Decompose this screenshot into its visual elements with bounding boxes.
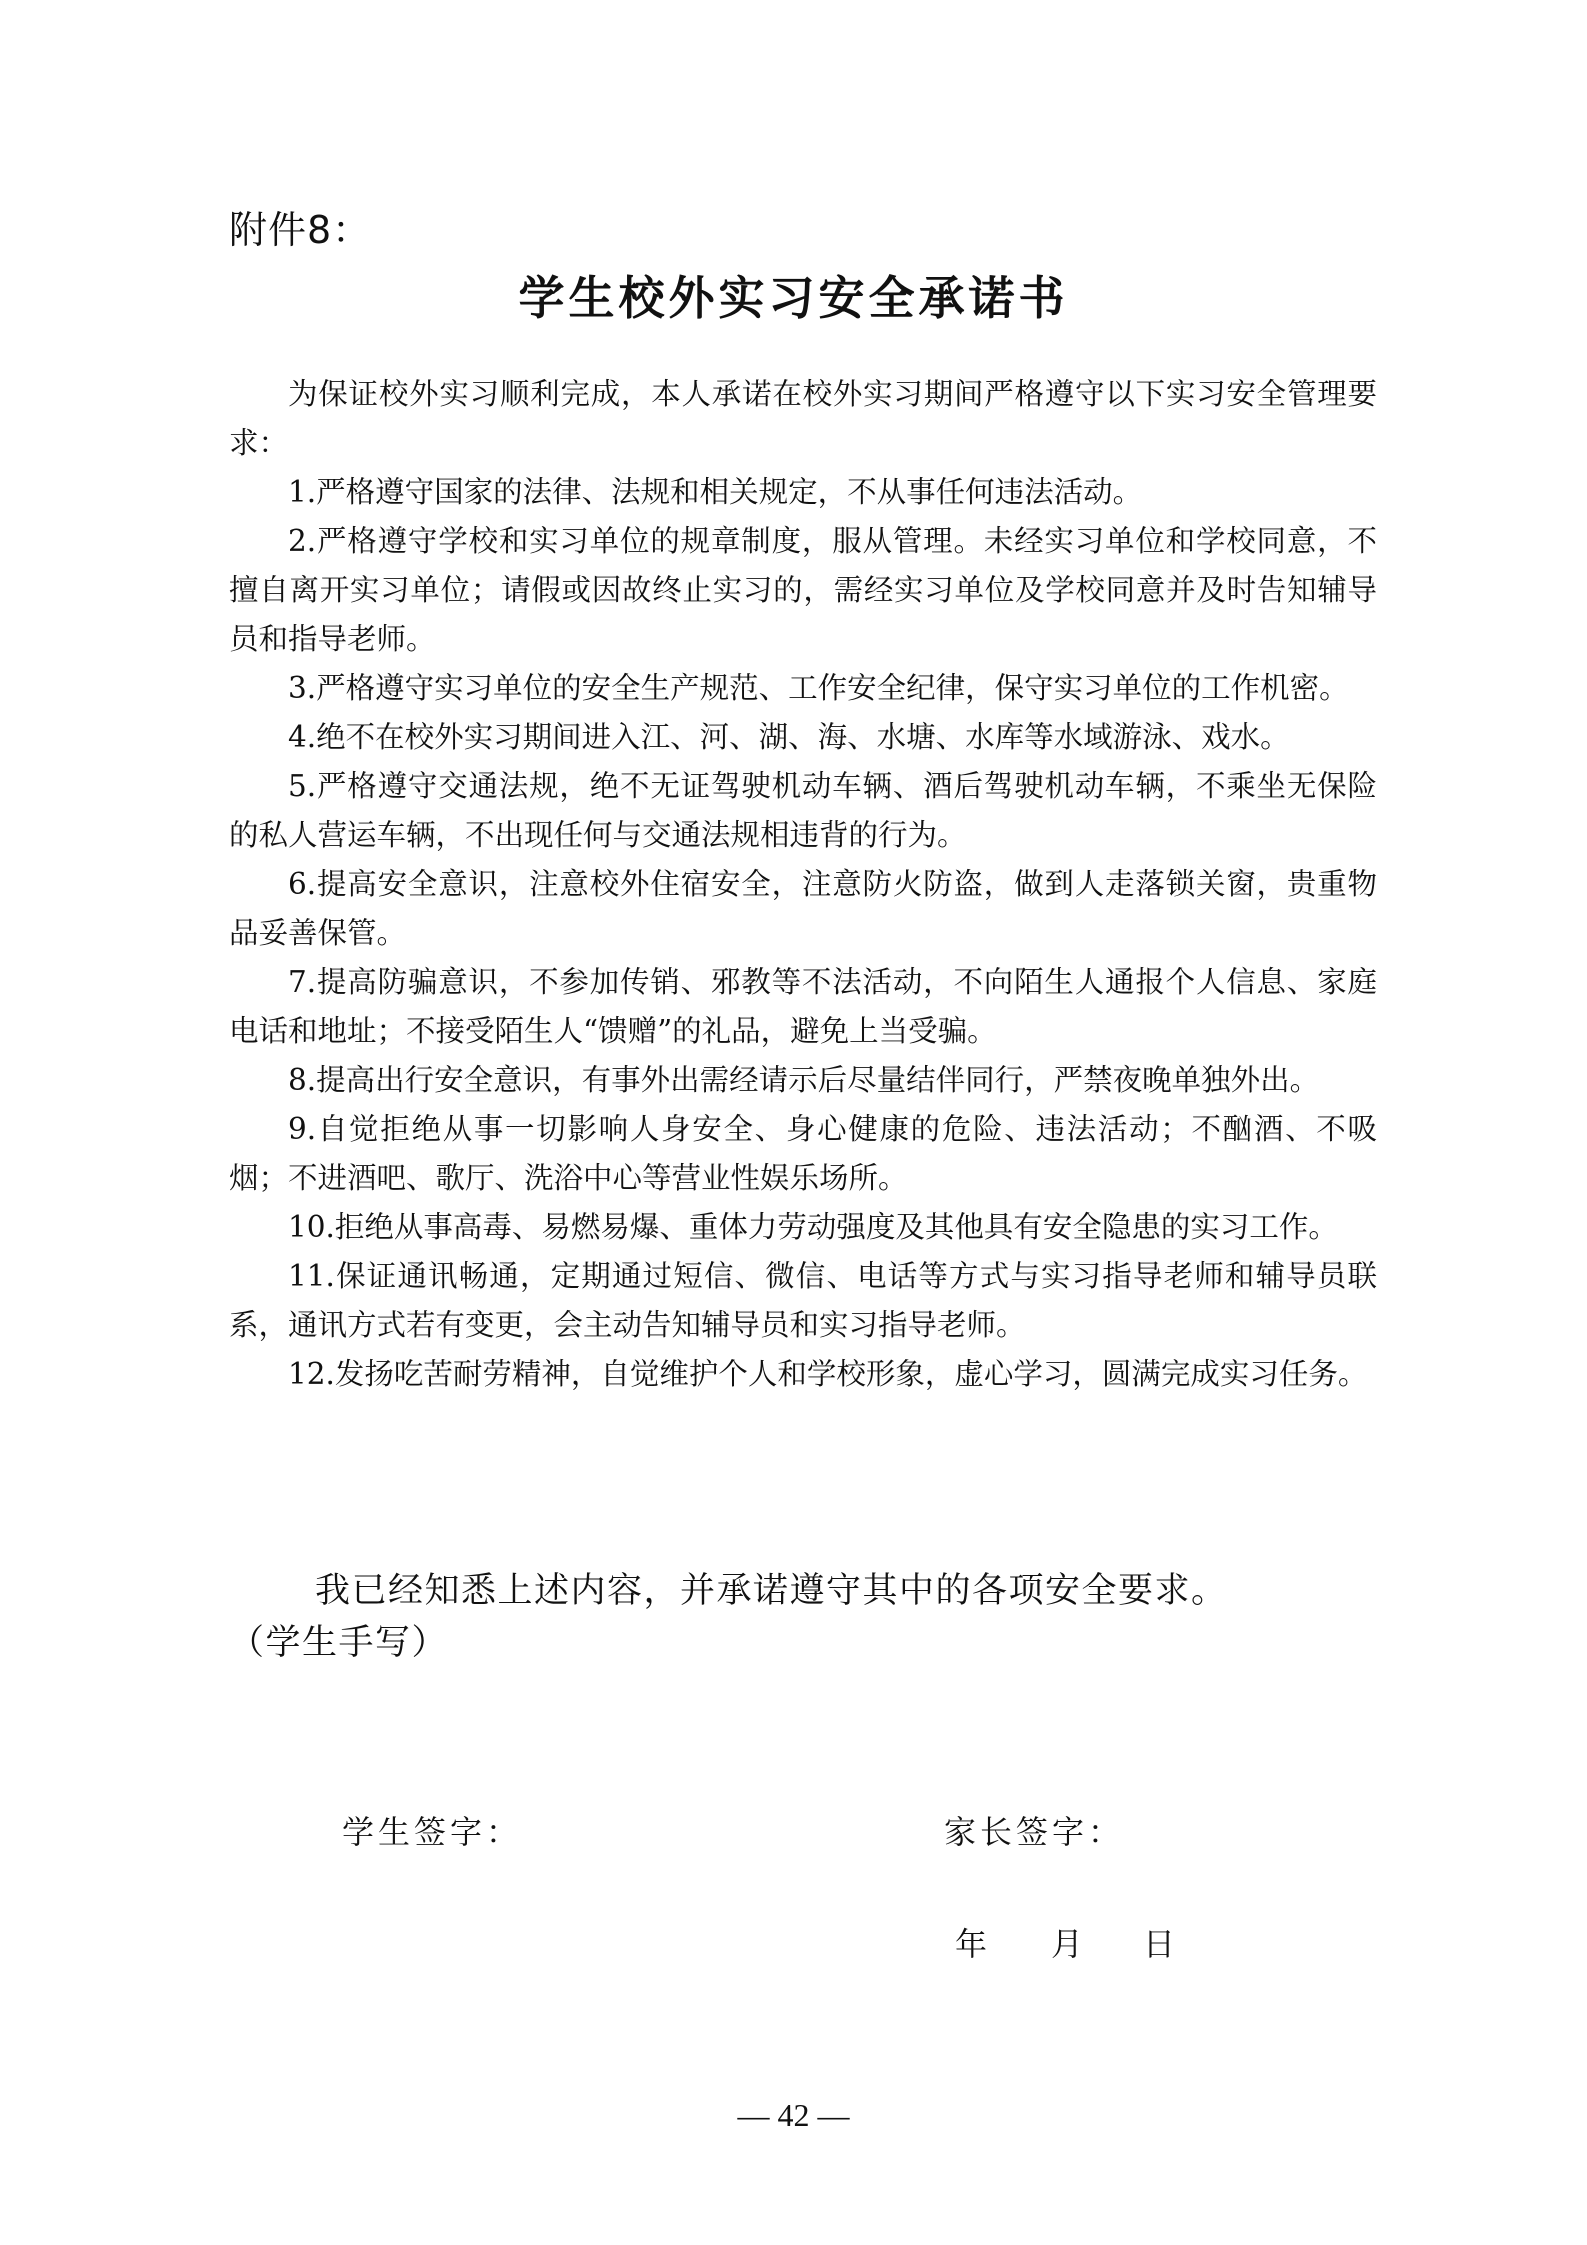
rule-item-9: 9.自觉拒绝从事一切影响人身安全、身心健康的危险、违法活动；不酗酒、不吸烟；不进酒吧、歌厅、洗浴中心等营业性娱乐场所。 [229, 1112, 1377, 1195]
date-day-label: 日 [1143, 1925, 1176, 1963]
intro-paragraph: 为保证校外实习顺利完成，本人承诺在校外实习期间严格遵守以下实习安全管理要求： [229, 377, 1377, 460]
rule-item-2: 2.严格遵守学校和实习单位的规章制度，服从管理。未经实习单位和学校同意，不擅自离开实习单位；请假或因故终止实习的，需经实习单位及学校同意并及时告知辅导员和指导老师。 [229, 524, 1377, 656]
document-body [229, 370, 1377, 1399]
document-title: 学生校外实习安全承诺书 [518, 271, 1069, 325]
student-signature-label: 学生签字： [342, 1813, 523, 1851]
rule-item-6: 6.提高安全意识，注意校外住宿安全，注意防火防盗，做到人走落锁关窗，贵重物品妥善保管。 [229, 867, 1377, 950]
rule-item-7: 7.提高防骗意识，不参加传销、邪教等不法活动，不向陌生人通报个人信息、家庭电话和地址；不接受陌生人“馈赠”的礼品，避免上当受骗。 [229, 965, 1377, 1048]
pledge-note: （学生手写） [229, 1623, 449, 1663]
attachment-label: 附件8： [229, 208, 372, 252]
date-month-label: 月 [1051, 1925, 1084, 1963]
date-row [955, 1920, 1175, 1968]
rule-item-11: 11.保证通讯畅通，定期通过短信、微信、电话等方式与实习指导老师和辅导员联系，通讯方式若有变更，会主动告知辅导员和实习指导老师。 [229, 1259, 1377, 1342]
pledge-block [229, 1565, 1389, 1669]
rule-item-8: 8.提高出行安全意识，有事外出需经请示后尽量结伴同行，严禁夜晚单独外出。 [288, 1063, 1320, 1097]
rule-item-5: 5.严格遵守交通法规，绝不无证驾驶机动车辆、酒后驾驶机动车辆，不乘坐无保险的私人营运车辆，不出现任何与交通法规相违背的行为。 [229, 769, 1377, 852]
pledge-statement: 我已经知悉上述内容，并承诺遵守其中的各项安全要求。 [315, 1571, 1228, 1611]
rule-item-4: 4.绝不在校外实习期间进入江、河、湖、海、水塘、水库等水域游泳、戏水。 [288, 720, 1290, 754]
rule-item-3: 3.严格遵守实习单位的安全生产规范、工作安全纪律，保守实习单位的工作机密。 [288, 671, 1349, 705]
page-number: — 42 — [737, 2097, 850, 2133]
rule-item-10: 10.拒绝从事高毒、易燃易爆、重体力劳动强度及其他具有安全隐患的实习工作。 [288, 1210, 1338, 1244]
parent-signature-label: 家长签字： [944, 1813, 1125, 1851]
rule-item-12: 12.发扬吃苦耐劳精神，自觉维护个人和学校形象，虚心学习，圆满完成实习任务。 [288, 1357, 1368, 1391]
rule-item-1: 1.严格遵守国家的法律、法规和相关规定，不从事任何违法活动。 [288, 475, 1143, 509]
date-year-label: 年 [955, 1925, 988, 1963]
